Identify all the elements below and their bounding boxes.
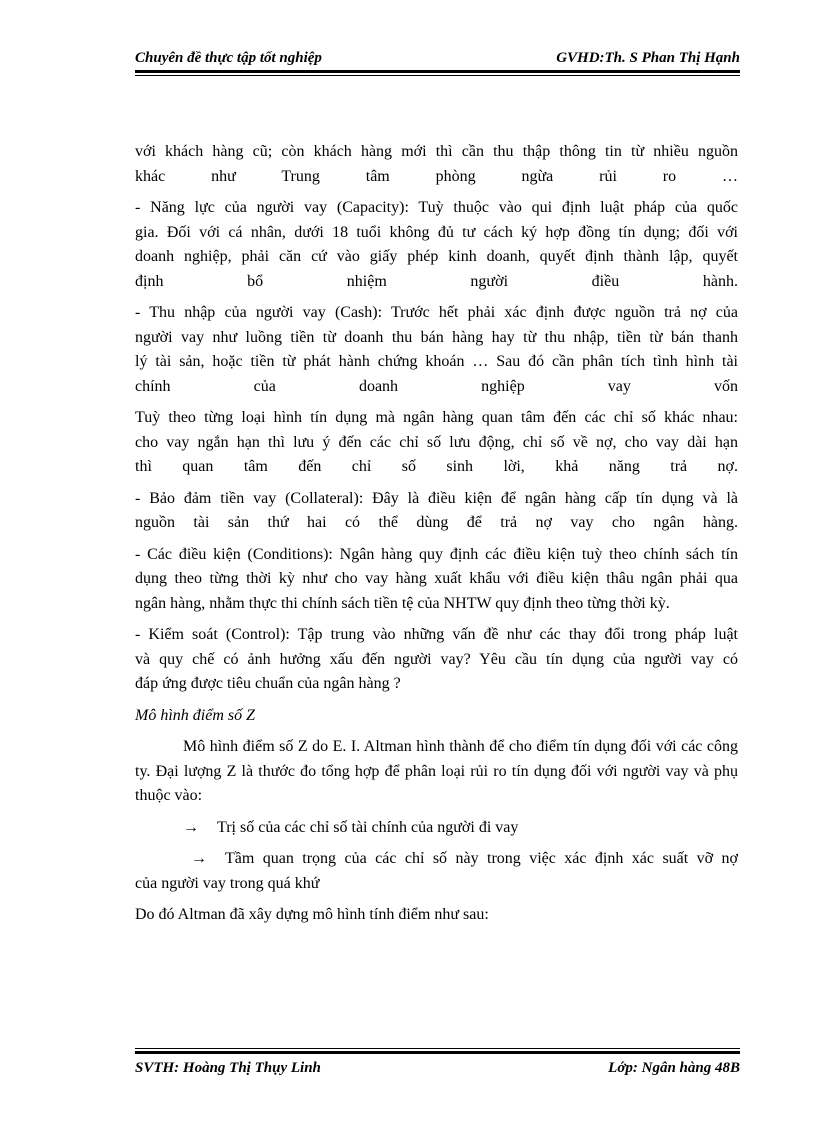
header-document-title: Chuyên đề thực tập tốt nghiệp [135, 50, 322, 66]
text-line: Tuỳ theo từng loại hình tín dụng mà ngân hàng quan tâm đến các chỉ số khác nhau: [135, 409, 738, 426]
footer-rule-thin [135, 1048, 740, 1049]
paragraph-cash [135, 301, 738, 399]
bullet-item [135, 816, 738, 841]
text-line: nguồn tài sản thứ hai có thể dùng để trả nợ vay cho ngân hàng. [135, 514, 738, 531]
text-line: - Các điều kiện (Conditions): Ngân hàng quy định các điều kiện tuỳ theo chính sách tín [135, 545, 738, 563]
page-footer [135, 1058, 740, 1078]
header-rule-thick [135, 70, 740, 73]
paragraph-credit-types [135, 406, 738, 480]
text-line: - Thu nhập của người vay (Cash): Trước hết phải xác định được nguồn trả nợ của [135, 304, 738, 321]
text-line: thì quan tâm đến chỉ số sinh lời, khả năng trả nợ. [135, 458, 738, 475]
text-line: đáp ứng được tiêu chuẩn của ngân hàng ? [135, 675, 401, 692]
paragraph-customer-info [135, 140, 738, 189]
text-line: ngân hàng, nhằm thực thi chính sách tiền tệ của NHTW quy định theo từng thời kỳ. [135, 594, 670, 612]
header-supervisor: GVHD:Th. S Phan Thị Hạnh [556, 50, 740, 66]
footer-student-name: SVTH: Hoàng Thị Thụy Linh [135, 1060, 321, 1076]
text-line: người vay như luồng tiền từ doanh thu bán hàng hay từ thu nhập, tiền từ bán thanh [135, 328, 738, 346]
bullet-text: Tầm quan trọng của các chỉ số này trong việc xác định xác suất vỡ nợ [225, 850, 738, 867]
paragraph-control [135, 623, 738, 697]
section-heading: Mô hình điểm số Z [135, 706, 255, 724]
header-rule-thin [135, 75, 740, 76]
paragraph-capacity [135, 196, 738, 294]
text-line: lý tài sản, hoặc tiền từ phát hành chứng khoán … Sau đó cần phân tích tình hình tài [135, 353, 738, 370]
arrow-icon: → [183, 818, 199, 836]
text-line: - Bảo đảm tiền vay (Collateral): Đây là điều kiện để ngân hàng cấp tín dụng và là [135, 489, 738, 507]
paragraph-altman-model: Do đó Altman đã xây dựng mô hình tính điểm như sau: [135, 906, 489, 923]
paragraph-conditions [135, 543, 738, 617]
text-line: khác như Trung tâm phòng ngừa rủi ro … [135, 167, 738, 185]
arrow-icon: → [191, 850, 207, 867]
footer-class: Lớp: Ngân hàng 48B [608, 1060, 740, 1076]
text-line: và quy chế có ảnh hưởng xấu đến người vay? Yêu cầu tín dụng của người vay có [135, 650, 738, 668]
paragraph-collateral [135, 487, 738, 536]
text-line: - Năng lực của người vay (Capacity): Tuỳ thuộc vào qui định luật pháp của quốc [135, 199, 738, 216]
text-line: gia. Đối với cá nhân, dưới 18 tuổi không đủ tư cách ký hợp đồng tín dụng; đối với [135, 223, 738, 241]
paragraph-z-score: Mô hình điểm số Z do E. I. Altman hình thành để cho điểm tín dụng đối với các công ty. Đại lượng Z là thước đo tổng hợp để phân loại rủi ro tín dụng đối với người vay và phụ thuộc vào: [135, 738, 738, 804]
bullet-item [135, 847, 738, 896]
page-header [135, 48, 740, 68]
text-line: doanh nghiệp, phải căn cứ vào giấy phép kinh doanh, quyết định thành lập, quyết [135, 248, 738, 265]
text-line: chính của doanh nghiệp vay vốn [135, 377, 738, 395]
page-body [135, 140, 738, 935]
footer-rule-thick [135, 1051, 740, 1054]
bullet-text: Trị số của các chỉ số tài chính của người đi vay [217, 818, 519, 836]
text-line: định bổ nhiệm người điều hành. [135, 272, 738, 290]
text-line: cho vay ngắn hạn thì lưu ý đến các chỉ số lưu động, chỉ số về nợ, cho vay dài hạn [135, 433, 738, 451]
text-line: với khách hàng cũ; còn khách hàng mới thì cần thu thập thông tin từ nhiều nguồn [135, 143, 738, 160]
bullet-text-continued: của người vay trong quá khứ [135, 874, 320, 892]
text-line: - Kiểm soát (Control): Tập trung vào những vấn đề như các thay đổi trong pháp luật [135, 626, 738, 643]
text-line: dụng theo từng thời kỳ như cho vay hàng xuất khẩu với điều kiện thâu ngân phải qua [135, 570, 738, 587]
